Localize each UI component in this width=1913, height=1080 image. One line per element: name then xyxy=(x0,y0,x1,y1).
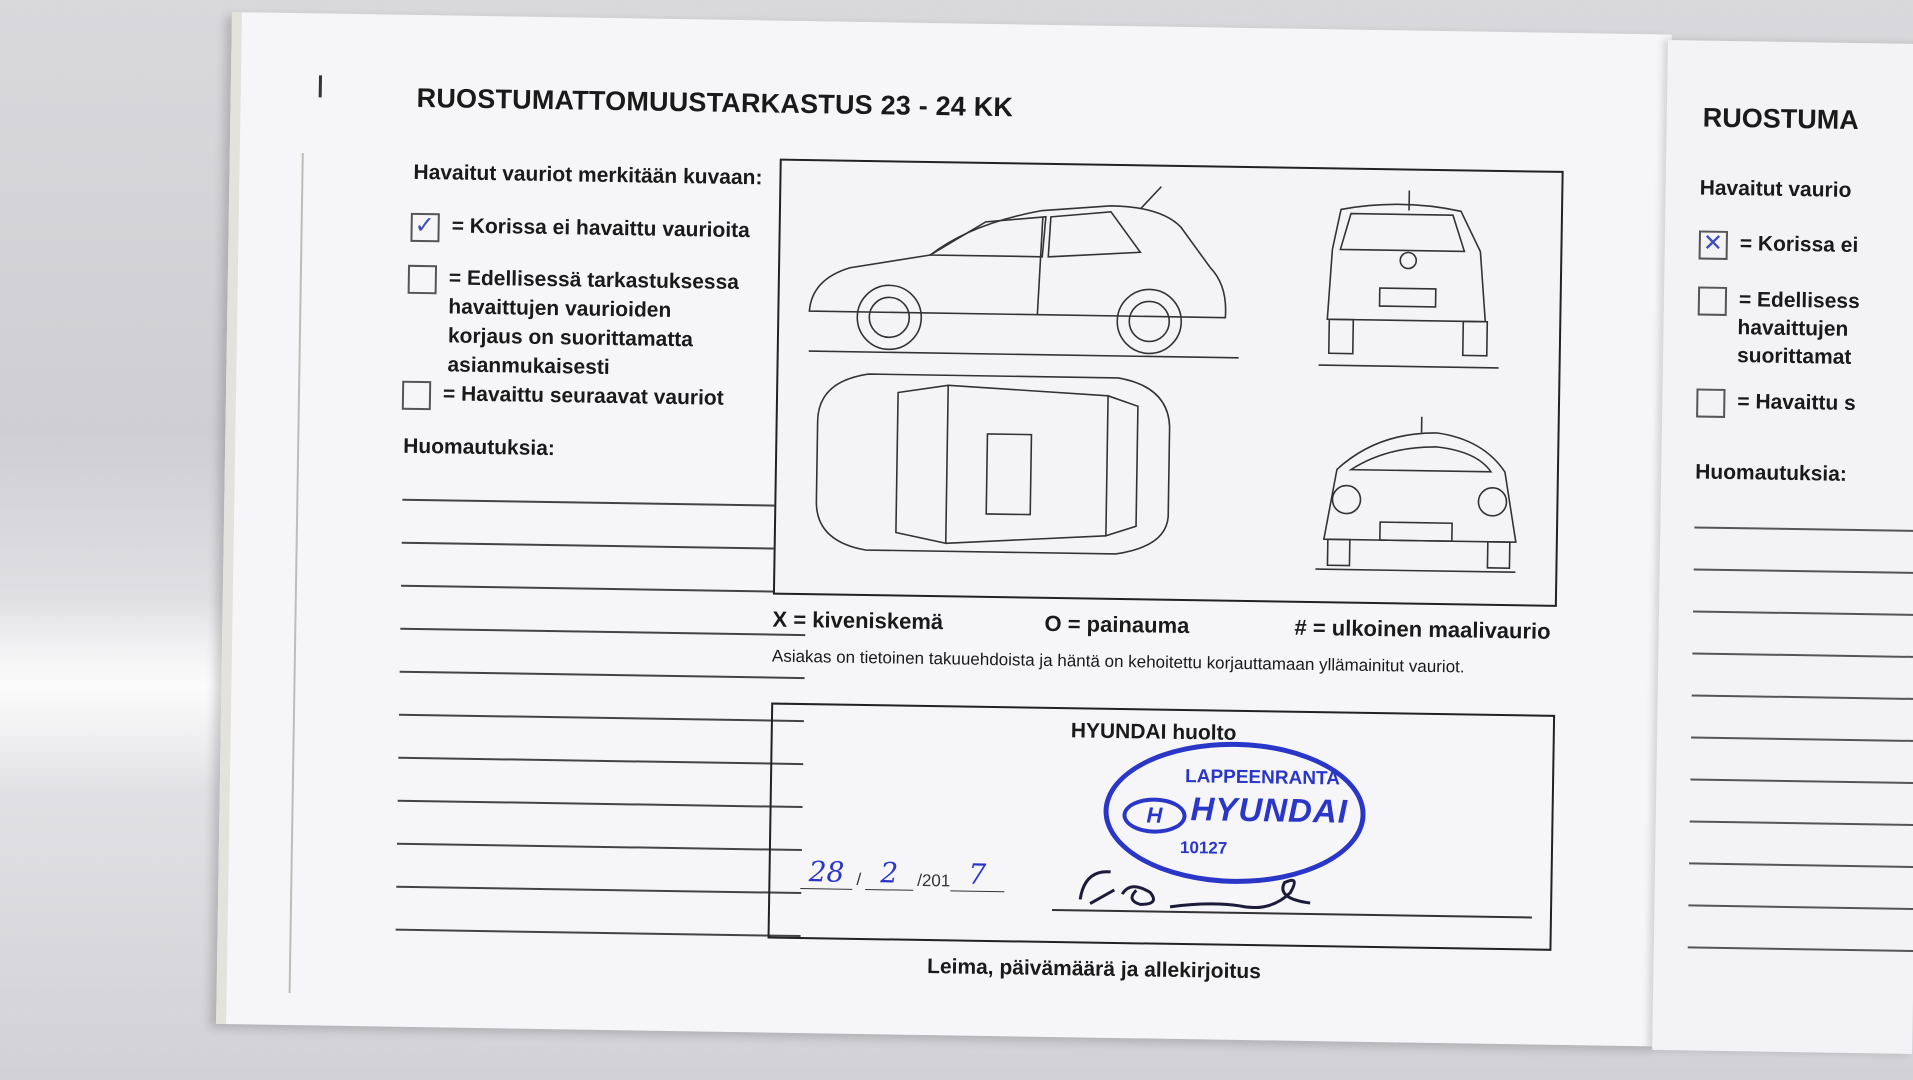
car-outline-drawing xyxy=(775,161,1562,605)
legend-stone-chip: X = kiveniskemä xyxy=(772,606,944,635)
checkbox-row-previous-unrepaired xyxy=(406,263,748,384)
car-rear-view-icon xyxy=(1319,189,1502,368)
car-front-view-icon xyxy=(1315,415,1517,572)
right-remarks-line[interactable] xyxy=(1694,568,1913,573)
legend-paint-damage: # = ulkoinen maalivaurio xyxy=(1294,614,1551,644)
remarks-line[interactable] xyxy=(402,499,807,507)
right-checkbox-row xyxy=(1699,229,1859,263)
page-marker xyxy=(319,75,322,97)
remarks-line[interactable] xyxy=(400,671,805,679)
right-page-title: RUOSTUMA xyxy=(1702,102,1860,136)
remarks-line[interactable] xyxy=(400,628,805,636)
right-remarks-line[interactable] xyxy=(1688,946,1913,951)
legend-dent: O = painauma xyxy=(1044,610,1190,639)
remarks-line[interactable] xyxy=(398,757,803,765)
right-remarks-line[interactable] xyxy=(1693,610,1913,615)
checkbox-label: = Havaittu seuraavat vauriot xyxy=(442,382,724,410)
checkbox-damages-found[interactable] xyxy=(402,381,431,410)
right-checkbox-row xyxy=(1696,386,1856,420)
right-checkbox-label: havaittujen xyxy=(1737,316,1849,341)
remarks-line[interactable] xyxy=(396,929,801,937)
right-remarks-line[interactable] xyxy=(1690,778,1913,783)
checkbox-previous-unrepaired[interactable] xyxy=(408,265,437,294)
right-remarks-line[interactable] xyxy=(1692,652,1913,657)
checkbox-no-damage[interactable] xyxy=(410,210,439,242)
remarks-line[interactable] xyxy=(398,800,803,808)
remarks-label: Huomautuksia: xyxy=(403,434,556,461)
right-checkbox-label: = Korissa ei xyxy=(1739,232,1859,258)
remarks-line[interactable] xyxy=(397,843,802,851)
booklet-right-page xyxy=(1652,40,1913,1054)
instruction-text: Havaitut vauriot merkitään kuvaan: xyxy=(413,160,763,190)
right-remarks-line[interactable] xyxy=(1694,526,1913,531)
check-mark-icon: ✓ xyxy=(414,210,436,240)
stamp-caption: Leima, päivämäärä ja allekirjoitus xyxy=(926,955,1262,984)
page-edge xyxy=(289,153,304,993)
right-remarks-line[interactable] xyxy=(1691,736,1913,741)
booklet-left-page xyxy=(216,12,1672,1046)
stamp-city: LAPPEENRANTA xyxy=(1184,766,1341,790)
cross-mark-icon: ✕ xyxy=(1702,228,1724,257)
date-year-prefix: /201 xyxy=(917,870,951,891)
date-field[interactable] xyxy=(800,855,1004,892)
right-checkbox-label: suorittamat xyxy=(1736,344,1852,369)
stamp-number: 10127 xyxy=(1179,837,1228,858)
checkbox-label: = Edellisessä tarkastuksessa havaittujen vaurioiden korjaus on suorittamatta asianmukaisesti xyxy=(447,266,740,379)
page-title: RUOSTUMATTOMUUSTARKASTUS 23 - 24 KK xyxy=(416,82,1014,123)
date-month: 2 xyxy=(865,856,914,891)
checkbox-row-no-damage xyxy=(410,211,750,247)
remarks-line[interactable] xyxy=(396,886,801,894)
checkbox-row-damages-found xyxy=(402,379,724,415)
service-label: HYUNDAI huolto xyxy=(1070,719,1237,745)
stamp-brand: HYUNDAI xyxy=(1190,790,1349,830)
right-remarks-line[interactable] xyxy=(1688,904,1913,909)
right-remarks-label: Huomautuksia: xyxy=(1695,460,1848,486)
right-remarks-line[interactable] xyxy=(1690,820,1913,825)
right-checkbox-continuation xyxy=(1737,313,1848,344)
remarks-line[interactable] xyxy=(401,585,806,593)
remarks-line[interactable] xyxy=(399,714,804,722)
date-year-suffix: 7 xyxy=(950,857,1005,892)
car-damage-diagram[interactable] xyxy=(773,159,1564,607)
hyundai-logo-icon: H xyxy=(1122,797,1187,834)
car-side-view-icon xyxy=(809,181,1242,358)
right-checkbox-label: = Havaittu s xyxy=(1737,390,1856,415)
right-checkbox-checked[interactable] xyxy=(1699,228,1728,260)
right-checkbox-continuation xyxy=(1737,341,1852,372)
remarks-line[interactable] xyxy=(402,542,807,550)
checkbox-label: = Korissa ei havaittu vaurioita xyxy=(451,214,751,243)
right-remarks-line[interactable] xyxy=(1689,862,1913,867)
stamp-signature-box[interactable] xyxy=(768,703,1556,951)
date-separator: / xyxy=(856,869,862,889)
date-day: 28 xyxy=(800,855,853,890)
right-checkbox[interactable] xyxy=(1698,287,1727,316)
car-top-view-icon xyxy=(816,373,1171,555)
right-remarks-line[interactable] xyxy=(1692,694,1913,699)
right-checkbox-label: = Edellisess xyxy=(1738,288,1860,314)
right-page-lead: Havaitut vaurio xyxy=(1699,176,1852,202)
right-checkbox[interactable] xyxy=(1696,388,1725,417)
warranty-note: Asiakas on tietoinen takuuehdoista ja häntä on kehoitettu korjauttamaan yllämainitut vauriot. xyxy=(771,646,1465,677)
